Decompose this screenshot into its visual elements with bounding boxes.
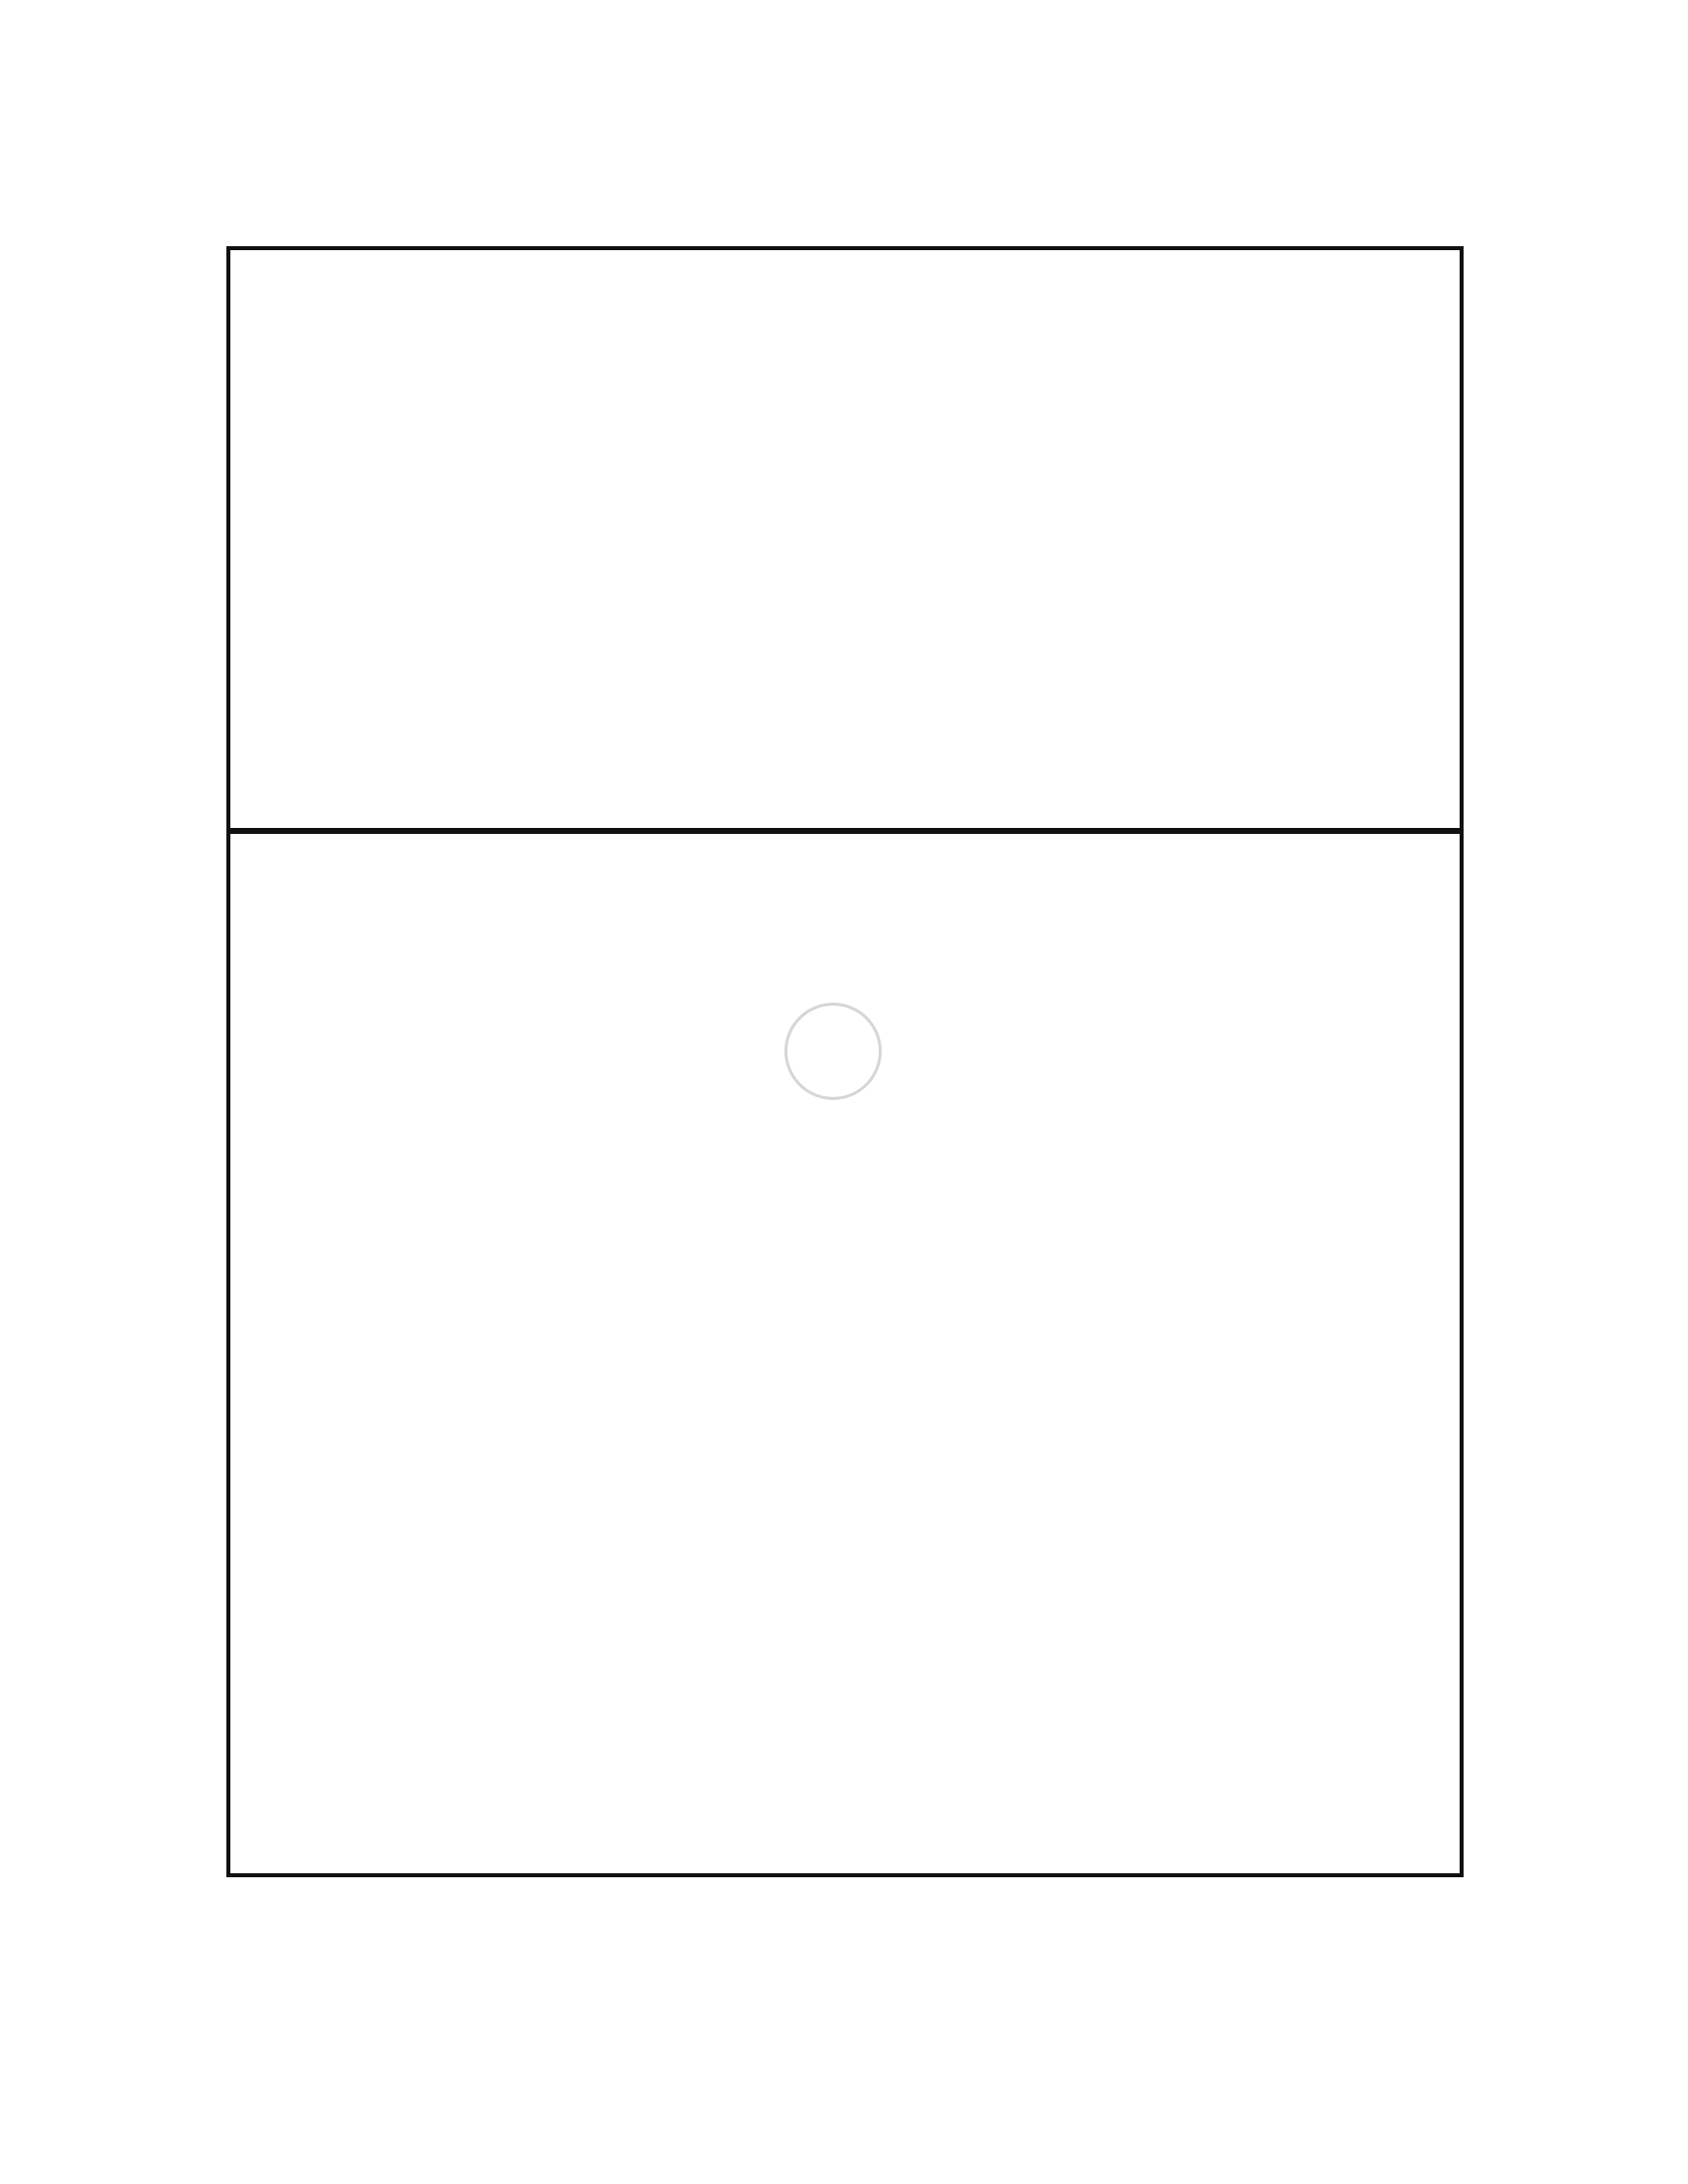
top-genealogy-table: [226, 246, 1464, 832]
seal-logo: [784, 1003, 882, 1100]
bottom-genealogy-table: [226, 830, 1464, 1877]
